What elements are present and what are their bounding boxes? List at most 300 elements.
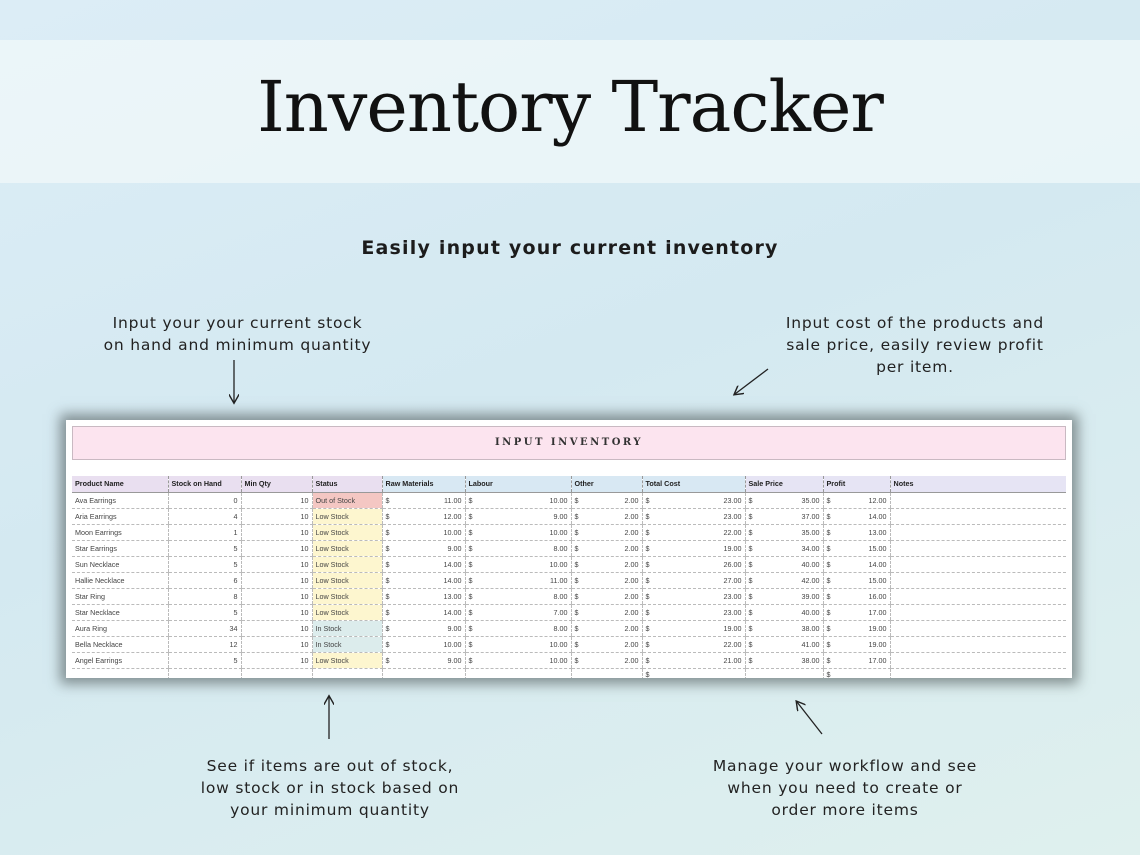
cell-value: 19.00 — [723, 623, 742, 633]
cell-other[interactable] — [571, 572, 642, 588]
cell-value: 21.00 — [723, 655, 742, 665]
cell-value: 40.00 — [801, 607, 820, 617]
currency-symbol: $ — [645, 495, 650, 505]
currency-symbol: $ — [574, 559, 579, 569]
cell-min-qty[interactable]: 10 — [241, 492, 312, 508]
cell-notes[interactable] — [890, 492, 1066, 508]
table-row — [72, 604, 1066, 620]
cell-sale[interactable] — [745, 524, 823, 540]
cell-labour[interactable] — [465, 556, 571, 572]
cell-total[interactable] — [642, 572, 745, 588]
col-header-stock-on-hand[interactable]: Stock on Hand — [168, 476, 241, 492]
cell-raw[interactable] — [382, 604, 465, 620]
cell-profit[interactable] — [823, 636, 890, 652]
cell-value: 16.00 — [868, 591, 887, 601]
cell-stock-on-hand[interactable]: 0 — [168, 492, 241, 508]
cell-min-qty[interactable]: 10 — [241, 604, 312, 620]
table-header-row — [72, 476, 1066, 492]
cell-raw[interactable] — [382, 652, 465, 668]
cell-value: 7.00 — [553, 607, 568, 617]
cell-profit[interactable] — [823, 620, 890, 636]
cell-total[interactable] — [642, 620, 745, 636]
cell-min-qty[interactable]: 10 — [241, 572, 312, 588]
cell-total[interactable] — [642, 508, 745, 524]
cell-value: 9.00 — [447, 543, 462, 553]
cell-value: 23.00 — [723, 495, 742, 505]
cell-product-name[interactable]: Hallie Necklace — [72, 572, 168, 588]
cell-sale[interactable] — [745, 540, 823, 556]
currency-symbol: $ — [748, 623, 753, 633]
currency-symbol: $ — [385, 527, 390, 537]
cell-value: 14.00 — [443, 607, 462, 617]
sheet-title: INPUT INVENTORY — [72, 426, 1066, 460]
cell-value: 2.00 — [624, 591, 639, 601]
currency-symbol: $ — [385, 639, 390, 649]
cell-status[interactable]: Low Stock — [312, 524, 382, 540]
cell-stock-on-hand[interactable]: 5 — [168, 540, 241, 556]
cell-notes[interactable] — [890, 588, 1066, 604]
currency-symbol: $ — [574, 527, 579, 537]
cell-value: 38.00 — [801, 655, 820, 665]
cell-value: 19.00 — [868, 639, 887, 649]
col-header-product-name[interactable]: Product Name — [72, 476, 168, 492]
col-header-total-cost[interactable]: Total Cost — [642, 476, 745, 492]
currency-symbol: $ — [574, 511, 579, 521]
cell-value: 8.00 — [553, 543, 568, 553]
cell-product-name[interactable]: Star Ring — [72, 588, 168, 604]
page-title: Inventory Tracker — [257, 66, 883, 148]
cell-other[interactable] — [571, 636, 642, 652]
currency-symbol: $ — [826, 607, 831, 617]
cell-value: 34.00 — [801, 543, 820, 553]
currency-symbol: $ — [574, 495, 579, 505]
cell-value: 22.00 — [723, 527, 742, 537]
currency-symbol: $ — [385, 559, 390, 569]
currency-symbol: $ — [574, 591, 579, 601]
cell-min-qty[interactable]: 10 — [241, 508, 312, 524]
col-header-profit[interactable]: Profit — [823, 476, 890, 492]
cell-value: 27.00 — [723, 575, 742, 585]
currency-symbol: $ — [645, 559, 650, 569]
cell-value: 2.00 — [624, 655, 639, 665]
table-row — [72, 508, 1066, 524]
cell-value: 10.00 — [443, 639, 462, 649]
currency-symbol: $ — [645, 639, 650, 649]
cell-value: 8.00 — [553, 591, 568, 601]
cell-value: 19.00 — [868, 623, 887, 633]
cell-stock-on-hand[interactable]: 34 — [168, 620, 241, 636]
cell-notes[interactable] — [890, 524, 1066, 540]
cell-value: 2.00 — [624, 575, 639, 585]
cell-product-name[interactable]: Sun Necklace — [72, 556, 168, 572]
cell-total[interactable] — [642, 556, 745, 572]
cell-value: 13.00 — [443, 591, 462, 601]
cell-value: 10.00 — [549, 495, 568, 505]
cell-raw[interactable] — [382, 540, 465, 556]
cell-value: 26.00 — [723, 559, 742, 569]
cell-value: 39.00 — [801, 591, 820, 601]
currency-symbol: $ — [574, 639, 579, 649]
cell-status[interactable]: In Stock — [312, 636, 382, 652]
cell-profit[interactable] — [823, 572, 890, 588]
cell-empty[interactable] — [241, 668, 312, 678]
cell-empty[interactable] — [642, 668, 745, 678]
cell-product-name[interactable]: Star Necklace — [72, 604, 168, 620]
cell-labour[interactable] — [465, 636, 571, 652]
currency-symbol: $ — [645, 543, 650, 553]
currency-symbol: $ — [826, 559, 831, 569]
cell-value: 9.00 — [553, 511, 568, 521]
cell-other[interactable] — [571, 620, 642, 636]
cell-min-qty[interactable]: 10 — [241, 652, 312, 668]
cell-value: 2.00 — [624, 607, 639, 617]
cell-total[interactable] — [642, 652, 745, 668]
currency-symbol: $ — [826, 527, 831, 537]
cell-value: 2.00 — [624, 559, 639, 569]
currency-symbol: $ — [826, 495, 831, 505]
cell-profit[interactable] — [823, 492, 890, 508]
cell-sale[interactable] — [745, 572, 823, 588]
cell-sale[interactable] — [745, 636, 823, 652]
currency-symbol: $ — [645, 623, 650, 633]
cell-value: 2.00 — [624, 527, 639, 537]
cell-value: 23.00 — [723, 607, 742, 617]
currency-symbol: $ — [468, 527, 473, 537]
currency-symbol: $ — [645, 575, 650, 585]
cell-other[interactable] — [571, 604, 642, 620]
cell-sale[interactable] — [745, 588, 823, 604]
cell-value: 2.00 — [624, 495, 639, 505]
currency-symbol: $ — [826, 639, 831, 649]
col-header-sale-price[interactable]: Sale Price — [745, 476, 823, 492]
cell-labour[interactable] — [465, 588, 571, 604]
cell-notes[interactable] — [890, 508, 1066, 524]
cell-value: 17.00 — [868, 607, 887, 617]
cell-sale[interactable] — [745, 604, 823, 620]
cell-product-name[interactable]: Star Earrings — [72, 540, 168, 556]
cell-empty[interactable] — [890, 668, 1066, 678]
currency-symbol: $ — [574, 623, 579, 633]
cell-product-name[interactable]: Aria Earrings — [72, 508, 168, 524]
cell-value: 23.00 — [723, 591, 742, 601]
cell-value: 2.00 — [624, 511, 639, 521]
inventory-sheet — [66, 420, 1072, 678]
cell-stock-on-hand[interactable]: 1 — [168, 524, 241, 540]
table-row — [72, 588, 1066, 604]
cell-status[interactable]: Low Stock — [312, 652, 382, 668]
cell-labour[interactable] — [465, 492, 571, 508]
cell-sale[interactable] — [745, 652, 823, 668]
cell-total[interactable] — [642, 540, 745, 556]
cell-status[interactable]: Low Stock — [312, 556, 382, 572]
col-header-raw-materials[interactable]: Raw Materials — [382, 476, 465, 492]
table-row — [72, 636, 1066, 652]
cell-raw[interactable] — [382, 492, 465, 508]
cell-other[interactable] — [571, 492, 642, 508]
cell-notes[interactable] — [890, 652, 1066, 668]
cell-stock-on-hand[interactable]: 6 — [168, 572, 241, 588]
cell-status[interactable]: Low Stock — [312, 540, 382, 556]
cell-value: 14.00 — [868, 511, 887, 521]
cell-sale[interactable] — [745, 556, 823, 572]
cell-raw[interactable] — [382, 588, 465, 604]
currency-symbol: $ — [468, 543, 473, 553]
cell-labour[interactable] — [465, 508, 571, 524]
cell-status[interactable]: Low Stock — [312, 572, 382, 588]
table-row — [72, 524, 1066, 540]
cell-value: 14.00 — [443, 559, 462, 569]
cell-value: 10.00 — [443, 527, 462, 537]
cell-min-qty[interactable]: 10 — [241, 636, 312, 652]
currency-symbol: $ — [826, 575, 831, 585]
currency-symbol: $ — [645, 655, 650, 665]
currency-symbol: $ — [385, 575, 390, 585]
cell-profit[interactable] — [823, 508, 890, 524]
cell-product-name[interactable]: Moon Earrings — [72, 524, 168, 540]
cell-stock-on-hand[interactable]: 4 — [168, 508, 241, 524]
cell-product-name[interactable]: Angel Earrings — [72, 652, 168, 668]
cell-product-name[interactable]: Bella Necklace — [72, 636, 168, 652]
cell-value: 2.00 — [624, 623, 639, 633]
cell-profit[interactable] — [823, 588, 890, 604]
currency-symbol: $ — [385, 511, 390, 521]
currency-symbol: $ — [645, 591, 650, 601]
arrow-up-left-icon — [797, 702, 822, 734]
cell-labour[interactable] — [465, 620, 571, 636]
inventory-table — [72, 476, 1066, 678]
cell-labour[interactable] — [465, 604, 571, 620]
cell-status[interactable]: In Stock — [312, 620, 382, 636]
cell-other[interactable] — [571, 524, 642, 540]
note-stock-on-hand: Input your your current stock on hand and minimum quantity — [103, 314, 372, 354]
cell-labour[interactable] — [465, 540, 571, 556]
table-row — [72, 540, 1066, 556]
currency-symbol: $ — [748, 591, 753, 601]
table-row — [72, 668, 1066, 678]
cell-empty[interactable] — [168, 668, 241, 678]
cell-raw[interactable] — [382, 508, 465, 524]
cell-value: 12.00 — [443, 511, 462, 521]
currency-symbol: $ — [748, 607, 753, 617]
currency-symbol: $ — [748, 495, 753, 505]
currency-symbol: $ — [468, 591, 473, 601]
cell-raw[interactable] — [382, 572, 465, 588]
cell-total[interactable] — [642, 492, 745, 508]
cell-labour[interactable] — [465, 524, 571, 540]
currency-symbol: $ — [645, 527, 650, 537]
cell-empty[interactable] — [72, 668, 168, 678]
cell-value: 15.00 — [868, 575, 887, 585]
cell-profit[interactable] — [823, 652, 890, 668]
cell-value: 13.00 — [868, 527, 887, 537]
cell-stock-on-hand[interactable]: 5 — [168, 604, 241, 620]
page-subtitle: Easily input your current inventory — [361, 237, 779, 259]
cell-empty[interactable] — [823, 668, 890, 678]
cell-empty[interactable] — [382, 668, 465, 678]
col-header-other[interactable]: Other — [571, 476, 642, 492]
cell-min-qty[interactable]: 10 — [241, 620, 312, 636]
cell-value: 10.00 — [549, 655, 568, 665]
cell-stock-on-hand[interactable]: 8 — [168, 588, 241, 604]
cell-other[interactable] — [571, 540, 642, 556]
cell-status[interactable]: Low Stock — [312, 508, 382, 524]
currency-symbol: $ — [385, 543, 390, 553]
cell-notes[interactable] — [890, 540, 1066, 556]
cell-sale[interactable] — [745, 620, 823, 636]
currency-symbol: $ — [468, 655, 473, 665]
cell-value: 38.00 — [801, 623, 820, 633]
cell-value: 11.00 — [444, 495, 462, 505]
currency-symbol: $ — [574, 655, 579, 665]
cell-min-qty[interactable]: 10 — [241, 588, 312, 604]
cell-product-name[interactable]: Aura Ring — [72, 620, 168, 636]
table-row — [72, 556, 1066, 572]
currency-symbol: $ — [645, 607, 650, 617]
cell-value: 40.00 — [801, 559, 820, 569]
currency-symbol: $ — [385, 591, 390, 601]
cell-status[interactable]: Low Stock — [312, 604, 382, 620]
cell-stock-on-hand[interactable]: 5 — [168, 556, 241, 572]
currency-symbol: $ — [748, 543, 753, 553]
cell-min-qty[interactable]: 10 — [241, 524, 312, 540]
table-row — [72, 572, 1066, 588]
cell-value: 42.00 — [801, 575, 820, 585]
cell-value: 10.00 — [549, 559, 568, 569]
cell-stock-on-hand[interactable]: 5 — [168, 652, 241, 668]
table-row — [72, 620, 1066, 636]
cell-other[interactable] — [571, 588, 642, 604]
cell-value: 17.00 — [868, 655, 887, 665]
note-cost-and-profit: Input cost of the products and sale price, easily review profit per item. — [785, 314, 1045, 376]
cell-status[interactable]: Low Stock — [312, 588, 382, 604]
currency-symbol: $ — [826, 511, 831, 521]
currency-symbol: $ — [468, 495, 473, 505]
cell-value: 9.00 — [447, 655, 462, 665]
currency-symbol: $ — [826, 543, 831, 553]
cell-raw[interactable] — [382, 556, 465, 572]
cell-value: 8.00 — [553, 623, 568, 633]
cell-value: 14.00 — [868, 559, 887, 569]
note-stock-status: See if items are out of stock, low stock or in stock based on your minimum quantity — [200, 757, 460, 819]
cell-value: 37.00 — [801, 511, 820, 521]
cell-value: 35.00 — [801, 527, 820, 537]
currency-symbol: $ — [468, 607, 473, 617]
cell-total[interactable] — [642, 604, 745, 620]
currency-symbol: $ — [748, 655, 753, 665]
cell-total[interactable] — [642, 588, 745, 604]
cell-value: 22.00 — [723, 639, 742, 649]
cell-notes[interactable] — [890, 604, 1066, 620]
col-header-labour[interactable]: Labour — [465, 476, 571, 492]
cell-other[interactable] — [571, 508, 642, 524]
currency-symbol: $ — [385, 655, 390, 665]
note-workflow: Manage your workflow and see when you need to create or order more items — [712, 757, 978, 819]
cell-value: 2.00 — [624, 639, 639, 649]
currency-symbol: $ — [468, 559, 473, 569]
cell-min-qty[interactable]: 10 — [241, 556, 312, 572]
cell-value: 9.00 — [447, 623, 462, 633]
table-row — [72, 652, 1066, 668]
cell-stock-on-hand[interactable]: 12 — [168, 636, 241, 652]
cell-value: 2.00 — [624, 543, 639, 553]
cell-value: 11.00 — [550, 575, 568, 585]
currency-symbol: $ — [748, 575, 753, 585]
cell-empty[interactable] — [312, 668, 382, 678]
cell-empty[interactable] — [571, 668, 642, 678]
cell-empty[interactable] — [465, 668, 571, 678]
cell-value: 23.00 — [723, 511, 742, 521]
cell-value: 14.00 — [443, 575, 462, 585]
cell-total[interactable] — [642, 636, 745, 652]
currency-symbol: $ — [385, 623, 390, 633]
cell-profit[interactable] — [823, 540, 890, 556]
cell-other[interactable] — [571, 652, 642, 668]
cell-value: 41.00 — [801, 639, 820, 649]
cell-profit[interactable] — [823, 524, 890, 540]
cell-empty[interactable] — [745, 668, 823, 678]
cell-value: 10.00 — [549, 527, 568, 537]
currency-symbol: $ — [574, 543, 579, 553]
currency-symbol: $ — [468, 623, 473, 633]
cell-notes[interactable] — [890, 556, 1066, 572]
cell-product-name[interactable]: Ava Earrings — [72, 492, 168, 508]
currency-symbol: $ — [468, 639, 473, 649]
cell-min-qty[interactable]: 10 — [241, 540, 312, 556]
currency-symbol: $ — [826, 669, 831, 678]
currency-symbol: $ — [748, 639, 753, 649]
currency-symbol: $ — [468, 511, 473, 521]
cell-sale[interactable] — [745, 492, 823, 508]
col-header-status[interactable]: Status — [312, 476, 382, 492]
currency-symbol: $ — [826, 591, 831, 601]
currency-symbol: $ — [748, 511, 753, 521]
table-row — [72, 492, 1066, 508]
cell-notes[interactable] — [890, 572, 1066, 588]
cell-total[interactable] — [642, 524, 745, 540]
cell-notes[interactable] — [890, 636, 1066, 652]
cell-raw[interactable] — [382, 620, 465, 636]
cell-sale[interactable] — [745, 508, 823, 524]
cell-value: 10.00 — [549, 639, 568, 649]
currency-symbol: $ — [468, 575, 473, 585]
cell-value: 19.00 — [723, 543, 742, 553]
cell-value: 12.00 — [868, 495, 887, 505]
cell-value: 35.00 — [801, 495, 820, 505]
currency-symbol: $ — [826, 655, 831, 665]
cell-profit[interactable] — [823, 556, 890, 572]
currency-symbol: $ — [748, 527, 753, 537]
currency-symbol: $ — [574, 607, 579, 617]
currency-symbol: $ — [748, 559, 753, 569]
cell-labour[interactable] — [465, 572, 571, 588]
currency-symbol: $ — [645, 669, 650, 678]
currency-symbol: $ — [826, 623, 831, 633]
cell-value: 15.00 — [868, 543, 887, 553]
currency-symbol: $ — [385, 607, 390, 617]
cell-notes[interactable] — [890, 620, 1066, 636]
cell-profit[interactable] — [823, 604, 890, 620]
cell-other[interactable] — [571, 556, 642, 572]
col-header-notes[interactable]: Notes — [890, 476, 1066, 492]
currency-symbol: $ — [574, 575, 579, 585]
currency-symbol: $ — [645, 511, 650, 521]
cell-labour[interactable] — [465, 652, 571, 668]
cell-raw[interactable] — [382, 636, 465, 652]
currency-symbol: $ — [385, 495, 390, 505]
cell-raw[interactable] — [382, 524, 465, 540]
cell-status[interactable]: Out of Stock — [312, 492, 382, 508]
col-header-min-qty[interactable]: Min Qty — [241, 476, 312, 492]
